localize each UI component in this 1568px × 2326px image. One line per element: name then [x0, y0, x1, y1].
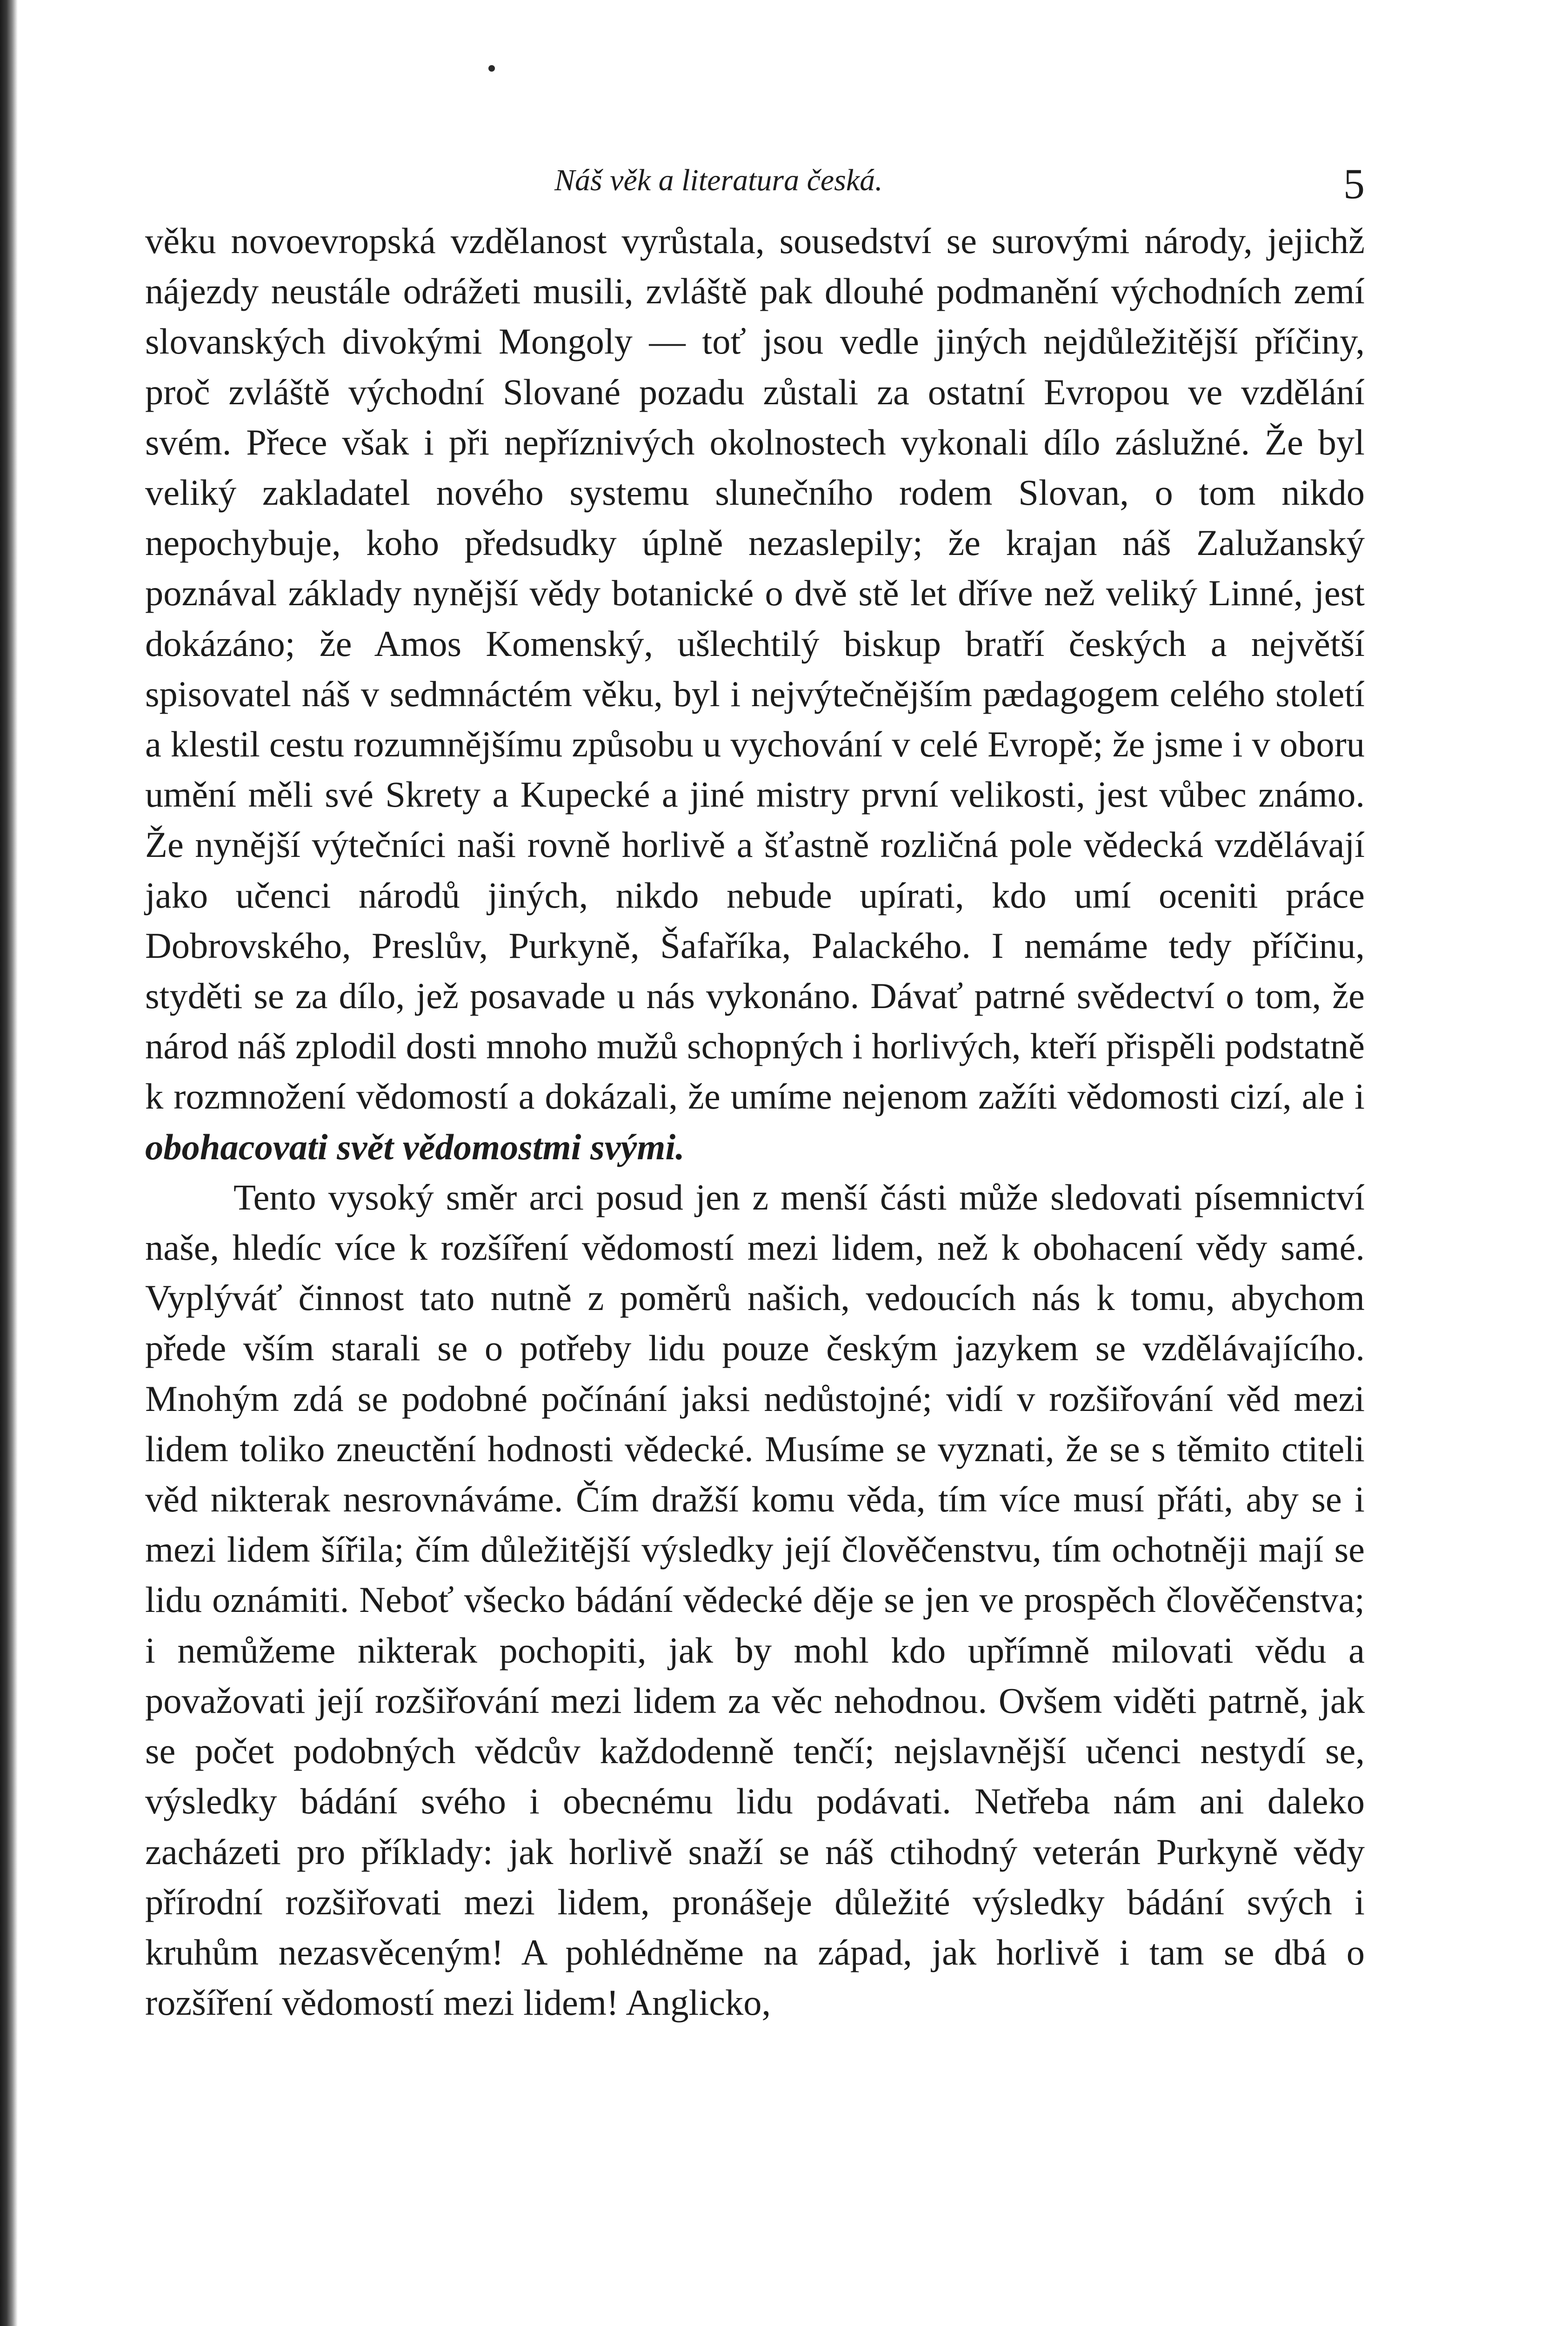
- page-number: 5: [1343, 160, 1365, 207]
- paragraph-2-text: Tento vysoký směr arci posud jen z menší části může sledovati písemnictví naše, hledíc více k rozšíření vědomostí mezi lidem, než k obohacení vědy samé. Vyplýváť činnost tato nutně z poměrů našich, vedoucích nás k tomu, abychom přede vším starali se o potřeby lidu pouze českým jazykem se vzdělávajícího. Mnohým zdá se podobné počínání jaksi nedůstojné; vidí v rozšiřování věd mezi lidem toliko zneuctění hodnosti vědecké. Musíme se vyznati, že se s těmito ctiteli věd nikterak nesrovnáváme. Čím dražší komu věda, tím více musí přáti, aby se i mezi lidem šířila; čím důležitější výsledky její člověčenstvu, tím ochotněji mají se lidu oznámiti. Neboť všecko bádání vědecké děje se jen ve prospěch člověčenstva; i nemůžeme nikterak pochopiti, jak by mohl kdo upřímně milovati vědu a považovati její rozšiřování mezi lidem za věc nehodnou. Ovšem viděti patrně, jak se počet podobných vědcův každodenně tenčí; nejslavnější učenci nestydí se, výsledky bádání svého i obecnému lidu podávati. Netřeba nám ani daleko zacházeti pro příklady: jak horlivě snaží se náš ctihodný veterán Purkyně vědy přírodní rozšiřovati mezi lidem, pronášeje důležité výsledky bádání svých i kruhům nezasvěceným! A pohlédněme na západ, jak horlivě i tam se dbá o rozšíření vědomostí mezi lidem! Anglicko,: [145, 1176, 1365, 2023]
- book-page: [145, 158, 1365, 2028]
- scan-speck: [488, 65, 495, 72]
- running-head: [145, 158, 1365, 214]
- paragraph-1-emphasis: obohacovati svět vědomostmi svými.: [145, 1126, 685, 1167]
- scan-edge: [0, 0, 18, 2326]
- paragraph-2: [145, 1172, 1365, 2028]
- running-title: Náš věk a literatura česká.: [554, 163, 883, 197]
- paragraph-1-text: věku novoevropská vzdělanost vyrůstala, sousedství se surovými národy, jejichž nájezdy neustále odrážeti musili, zvláště pak dlouhé podmanění východních zemí slovanských divokými Mongoly — toť jsou vedle jiných nejdůležitější příčiny, proč zvláště východní Slované pozadu zůstali za ostatní Evropou ve vzdělání svém. Přece však i při nepříznivých okolnostech vykonali dílo záslužné. Že byl veliký zakladatel nového systemu slunečního rodem Slovan, o tom nikdo nepochybuje, koho předsudky úplně nezaslepily; že krajan náš Zalužanský poznával základy nynější vědy botanické o dvě stě let dříve než veliký Linné, jest dokázáno; že Amos Komenský, ušlechtilý biskup bratří českých a největší spisovatel náš v sedmnáctém věku, byl i nejvýtečnějším pædagogem celého století a klestil cestu rozumnějšímu způsobu u vychování v celé Evropě; že jsme i v oboru umění měli své Skrety a Kupecké a jiné mistry první velikosti, jest vůbec známo. Že nynější výtečníci naši rovně horlivě a šťastně rozličná pole vědecká vzdělávají jako učenci národů jiných, nikdo nebude upírati, kdo umí oceniti práce Dobrovského, Preslův, Purkyně, Šafaříka, Palackého. I nemáme tedy příčinu, styděti se za dílo, jež posavade u nás vykonáno. Dávať patrné svědectví o tom, že národ náš zplodil dosti mnoho mužů schopných i horlivých, kteří přispěli podstatně k rozmnožení vědomostí a dokázali, že umíme nejenom zažíti vědomosti cizí, ale i: [145, 221, 1365, 1117]
- body-text: [145, 216, 1365, 2028]
- paragraph-1: [145, 216, 1365, 1172]
